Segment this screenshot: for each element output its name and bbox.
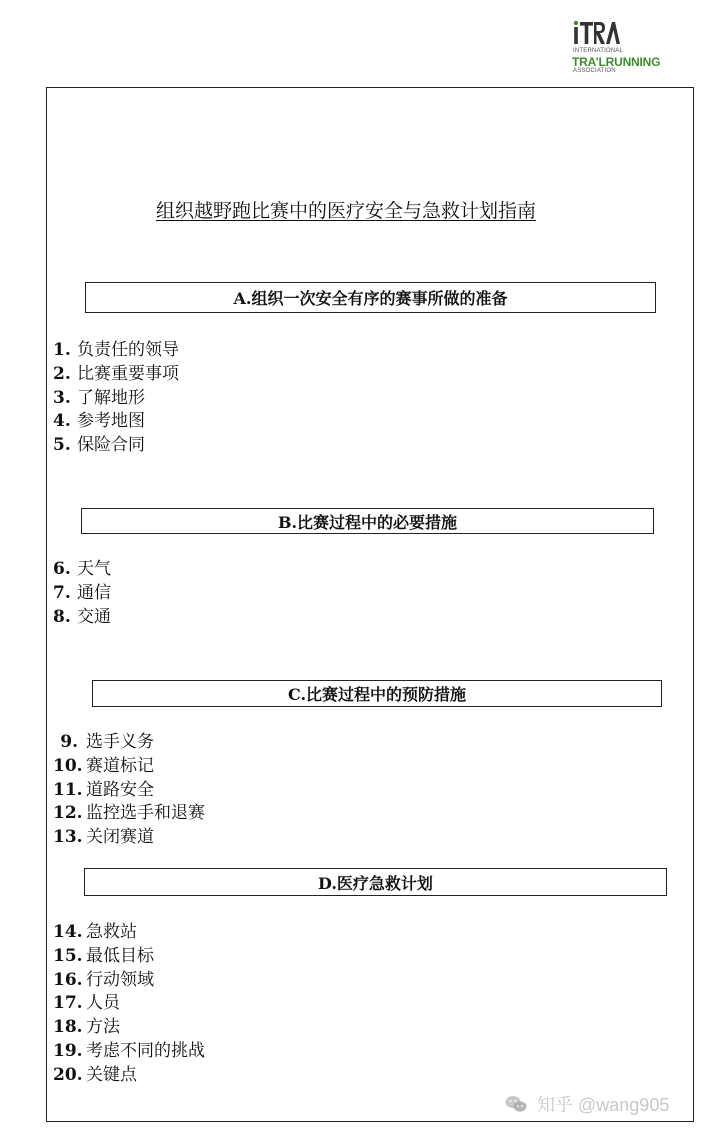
item-number: 8. — [53, 606, 71, 627]
item-text: 通信 — [77, 582, 111, 603]
item-text: 天气 — [77, 559, 111, 579]
list-item — [53, 802, 205, 826]
list-item — [53, 1064, 205, 1088]
section-heading-d: D.医疗急救计划 — [84, 868, 667, 896]
list-item — [53, 969, 205, 993]
section-heading-a: A.组织一次安全有序的赛事所做的准备 — [85, 282, 656, 313]
list-item — [53, 1040, 205, 1064]
item-text: 道路安全 — [86, 779, 154, 800]
item-text: 人员 — [86, 993, 120, 1014]
item-number: 5. — [53, 435, 71, 456]
list-item — [53, 779, 205, 803]
item-text: 赛道标记 — [86, 755, 154, 776]
list-item — [53, 1016, 205, 1040]
item-text: 监控选手和退赛 — [86, 803, 205, 824]
wechat-icon — [505, 1095, 527, 1113]
item-number: 11. — [53, 779, 83, 800]
item-text: 考虑不同的挑战 — [86, 1040, 205, 1061]
item-number: 16. — [53, 969, 83, 990]
item-number: 18. — [53, 1017, 83, 1038]
item-number: 19. — [53, 1040, 83, 1061]
section-list-c — [53, 731, 205, 850]
list-item — [53, 363, 179, 387]
item-number: 3. — [53, 387, 71, 408]
section-list-d — [53, 921, 205, 1088]
list-item — [53, 339, 179, 363]
item-text: 选手义务 — [86, 732, 154, 752]
section-heading-b: B.比赛过程中的必要措施 — [81, 508, 654, 534]
item-number: 15. — [53, 945, 83, 966]
item-text: 负责任的领导 — [77, 340, 179, 360]
item-text: 急救站 — [86, 922, 137, 942]
section-list-b — [53, 558, 111, 629]
section-heading-c: C.比赛过程中的预防措施 — [92, 680, 662, 707]
list-item — [53, 731, 205, 755]
item-number: 12. — [53, 803, 83, 824]
item-text: 保险合同 — [77, 435, 145, 456]
item-number: 7. — [53, 582, 71, 603]
item-text: 关键点 — [86, 1064, 137, 1085]
item-number: 20. — [53, 1064, 83, 1085]
list-item — [53, 992, 205, 1016]
list-item — [53, 755, 205, 779]
watermark-text: 知乎 @wang905 — [537, 1095, 670, 1115]
list-item — [53, 582, 111, 606]
list-item — [53, 410, 179, 434]
item-number: 6. — [53, 559, 71, 579]
item-text: 关闭赛道 — [86, 827, 154, 848]
list-item — [53, 921, 205, 945]
item-text: 比赛重要事项 — [77, 363, 179, 384]
logo-text-trailrunning: TRA’LRUNNING — [572, 55, 661, 69]
list-item — [53, 558, 111, 582]
list-item — [53, 945, 205, 969]
item-number: 14. — [53, 922, 83, 942]
item-number: 1. — [53, 340, 71, 360]
list-item — [53, 387, 179, 411]
item-number: 17. — [53, 993, 83, 1014]
item-number: 2. — [53, 363, 71, 384]
item-number: 10. — [53, 755, 83, 776]
item-number: 9. — [60, 732, 78, 752]
itra-logo-mark — [572, 20, 620, 46]
logo-text-association: ASSOCIATION — [573, 68, 616, 74]
item-text: 参考地图 — [77, 411, 145, 432]
item-number: 13. — [53, 827, 83, 848]
item-text: 交通 — [77, 606, 111, 627]
logo-text-international: INTERNATIONAL — [573, 48, 624, 54]
item-text: 了解地形 — [77, 387, 145, 408]
watermark — [505, 1090, 669, 1118]
itra-logo — [571, 20, 671, 76]
list-item — [53, 826, 205, 850]
list-item — [53, 434, 179, 458]
item-text: 方法 — [86, 1017, 120, 1038]
list-item — [53, 606, 111, 630]
section-list-a — [53, 339, 179, 458]
item-number: 4. — [53, 411, 71, 432]
item-text: 最低目标 — [86, 945, 154, 966]
item-text: 行动领域 — [86, 969, 154, 990]
page-title: 组织越野跑比赛中的医疗安全与急救计划指南 — [156, 200, 537, 222]
